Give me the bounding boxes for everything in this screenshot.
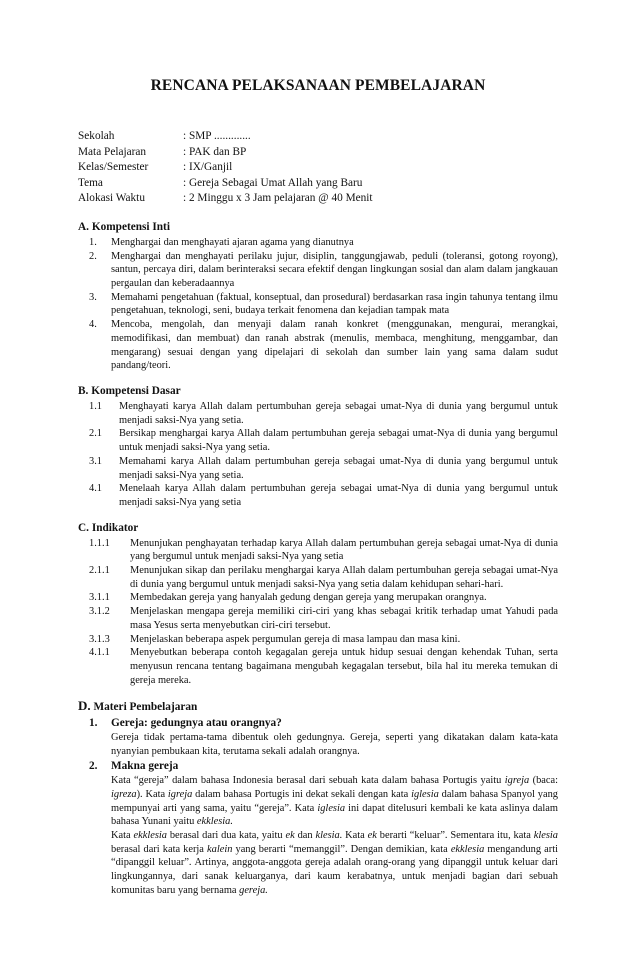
item-text: Membedakan gereja yang hanyalah gedung dengan gereja yang merupakan orangnya.: [130, 592, 487, 604]
section-label: C.: [78, 521, 89, 534]
sub-number: 2.: [89, 760, 98, 773]
item-number: 1.1: [89, 401, 102, 412]
list-item: [78, 455, 558, 482]
identity-key: Mata Pelajaran: [78, 145, 147, 158]
paragraph-text: berarti “keluar”. Sementara itu, kata: [376, 829, 534, 841]
italic-term: ek: [285, 829, 295, 841]
italic-term: igreja: [504, 775, 530, 787]
paragraph-text: Kata: [111, 829, 134, 841]
section-title: Kompetensi Inti: [91, 220, 170, 233]
paragraph-text: dalam bahasa Spanyol yang mempunyai arti yang sama, yaitu “gereja”. Kata: [111, 788, 558, 814]
italic-term: kalein: [207, 843, 233, 855]
italic-term: iglesia: [411, 788, 439, 800]
item-number: 3.1.1: [89, 592, 110, 604]
item-text: Menjelaskan mengapa gereja memiliki ciri-ciri yang khas sebagai kritik terhadap umat Yahudi pada masa Yesus serta menyebutkan ciri-ciri tersebut.: [130, 606, 558, 631]
item-number: 3.1: [89, 455, 102, 467]
italic-term: klesia: [533, 829, 558, 841]
item-number: 2.1: [89, 428, 102, 440]
item-number: 1.1.1: [89, 537, 110, 549]
item-text: Memahami pengetahuan (faktual, konseptual, dan prosedural) berdasarkan rasa ingin tahunya tentang ilmu pengetahuan, teknologi, seni, budaya terkait fenomena dan kejadian tampak mata: [111, 291, 558, 317]
item-text: Menyebutkan beberapa contoh kegagalan gereja untuk hidup sesuai dengan kehendak Tuhan, serta menyusun rencana tentang bagaimana mengubah kegagalan tersebut, bila hal itu mereka temukan di gereja mereka.: [130, 647, 558, 686]
identity-value: : IX/Ganjil: [183, 161, 233, 174]
list-item: [78, 564, 558, 591]
item-text: Memahami karya Allah dalam pertumbuhan gereja sebagai umat-Nya di dunia yang bergumul untuk menjadi saksi-Nya yang setia.: [119, 455, 558, 481]
identity-row: [78, 129, 558, 145]
list-item: [78, 291, 558, 318]
list-item: [78, 646, 558, 687]
item-number: 4.: [89, 319, 97, 331]
item-text: Menunjukan sikap dan perilaku menghargai karya Allah dalam pertumbuhan gereja sebagai umat-Nya di dunia yang bergumul untuk menjadi saksi-Nya yang setia dalam kehidupan sehari-hari.: [130, 565, 558, 590]
list-item: [78, 591, 558, 605]
identity-row: [78, 191, 558, 207]
italic-term: gereja.: [239, 884, 268, 896]
materi-paragraph: [78, 829, 558, 898]
list-item: [78, 236, 558, 250]
identity-value: : SMP .............: [183, 130, 251, 142]
item-number: 2.: [89, 250, 97, 262]
item-number: 3.1.3: [89, 633, 110, 645]
item-number: 2.1.1: [89, 565, 110, 577]
identity-row: [78, 160, 558, 176]
materi-subheading: [78, 717, 558, 731]
italic-term: klesia.: [315, 829, 343, 841]
list-item: [78, 427, 558, 454]
italic-term: ekklesia.: [196, 816, 233, 828]
paragraph-text: ini dapat ditelusuri kembali ke kata aslinya dalam bahasa Yunani yaitu: [111, 802, 558, 828]
italic-term: ekklesia: [133, 829, 167, 841]
paragraph-text: dan: [294, 829, 316, 841]
section-heading-indikator: [78, 521, 558, 536]
section-heading-materi: [78, 698, 558, 715]
identity-value: : PAK dan BP: [183, 145, 247, 158]
item-text: Menjelaskan beberapa aspek pergumulan gereja di masa lampau dan masa kini.: [130, 633, 461, 645]
identity-key: Tema: [78, 176, 103, 189]
italic-term: iglesia: [317, 802, 346, 814]
section-title: Indikator: [91, 521, 139, 534]
kompetensi-dasar-list: [78, 400, 558, 510]
list-item: [78, 482, 558, 509]
materi-content: [78, 717, 558, 897]
item-text: Menelaah karya Allah dalam pertumbuhan gereja sebagai umat-Nya di dunia yang bergumul untuk menjadi saksi-Nya yang setia: [119, 483, 558, 508]
item-text: Menghayati karya Allah dalam pertumbuhan gereja sebagai umat-Nya di dunia yang bergumul untuk menjadi saksi-Nya yang setia.: [119, 401, 558, 426]
item-number: 4.1.1: [89, 647, 110, 659]
item-text: Menunjukan penghayatan terhadap karya Allah dalam pertumbuhan gereja sebagai umat-Nya di dunia yang bergumul untuk menjadi saksi-Nya yang setia: [130, 537, 558, 563]
section-label: D.: [78, 698, 91, 714]
list-item: [78, 318, 558, 373]
indikator-list: [78, 537, 558, 688]
section-title: Kompetensi Dasar: [91, 385, 181, 397]
paragraph-text: Kata: [342, 829, 368, 841]
item-text: Menghargai dan menghayati ajaran agama yang dianutnya: [111, 236, 354, 248]
identity-value: : Gereja Sebagai Umat Allah yang Baru: [183, 176, 363, 189]
materi-paragraph: Gereja tidak pertama-tama dibentuk oleh gedungnya. Gereja, seperti yang dikatakan dalam kata-kata nyanyian pembukaan kita, terutama sekali adalah orangnya.: [111, 732, 558, 757]
paragraph-text: Kata “gereja” dalam bahasa Indonesia berasal dari sebuah kata dalam bahasa Portugis yaitu: [111, 775, 505, 787]
paragraph-text: berasal dari dua kata, yaitu: [166, 829, 286, 841]
section-label: A.: [78, 220, 89, 233]
materi-paragraph: [78, 774, 558, 829]
item-number: 1.: [89, 236, 97, 248]
item-number: 3.1.2: [89, 606, 110, 618]
list-item: [78, 633, 558, 647]
identity-key: Sekolah: [78, 130, 115, 142]
sub-heading: Gereja: gedungnya atau orangnya?: [111, 717, 282, 730]
paragraph-text: berasal dari kata kerja: [111, 843, 208, 855]
item-text: Bersikap menghargai karya Allah dalam pertumbuhan gereja sebagai umat-Nya di dunia yang bergumul untuk menjadi saksi-Nya yang setia.: [119, 428, 558, 454]
item-text: Menghargai dan menghayati perilaku jujur, disiplin, tanggungjawab, peduli (toleransi, gotong royong), santun, percaya diri, dalam berinteraksi secara efektif dengan lingkungan sosial dan alam dalam jangkauan pergaulan dan keberadaannya: [111, 250, 558, 290]
paragraph-text: dalam bahasa Portugis ini dekat sekali dengan kata: [192, 788, 412, 800]
identity-key: Kelas/Semester: [78, 161, 149, 174]
section-label: B.: [78, 385, 89, 397]
kompetensi-inti-list: [78, 236, 558, 373]
italic-term: igreza: [111, 788, 137, 800]
paragraph-text: ). Kata: [136, 788, 168, 800]
identity-value: : 2 Minggu x 3 Jam pelajaran @ 40 Menit: [183, 192, 373, 205]
paragraph-text: (baca:: [529, 775, 558, 787]
identity-table: [78, 129, 558, 207]
paragraph-text: yang berarti “memanggil”. Dengan demikian, kata: [232, 843, 451, 855]
materi-subheading: [78, 760, 558, 774]
identity-key: Alokasi Waktu: [78, 192, 145, 205]
paragraph-text: mengandung arti “dipanggil keluar”. Artinya, anggota-anggota gereja adalah orang-orang yang dipanggil untuk keluar dari lingkungannya, dari sanak keluarganya, dari kaum kerabatnya, untuk menjadi bagian dari sebuah komunitas baru yang bernama: [111, 843, 558, 896]
document-title: RENCANA PELAKSANAAN PEMBELAJARAN: [150, 77, 486, 94]
sub-heading: Makna gereja: [111, 760, 179, 773]
italic-term: igreja: [167, 788, 193, 800]
list-item: [78, 537, 558, 564]
item-number: 3.: [89, 291, 97, 303]
item-number: 4.1: [89, 483, 102, 495]
italic-term: ekklesia: [450, 843, 485, 855]
italic-term: ek: [367, 829, 377, 841]
identity-row: [78, 176, 558, 192]
identity-row: [78, 145, 558, 161]
list-item: [78, 400, 558, 427]
list-item: [78, 250, 558, 291]
section-title: Materi Pembelajaran: [93, 701, 198, 714]
list-item: [78, 605, 558, 632]
section-heading-kompetensi-dasar: [78, 384, 558, 399]
section-heading-kompetensi-inti: [78, 220, 558, 235]
item-text: Mencoba, mengolah, dan menyaji dalam ranah konkret (menggunakan, mengurai, merangkai, memodifikasi, dan membuat) dan ranah abstrak (menulis, membaca, menghitung, menggambar, dan mengarang) sesuai dengan yang dipelajari di sekolah dan sumber lain yang sama dalam sudut pandang/teori.: [111, 319, 558, 372]
sub-number: 1.: [89, 717, 98, 730]
